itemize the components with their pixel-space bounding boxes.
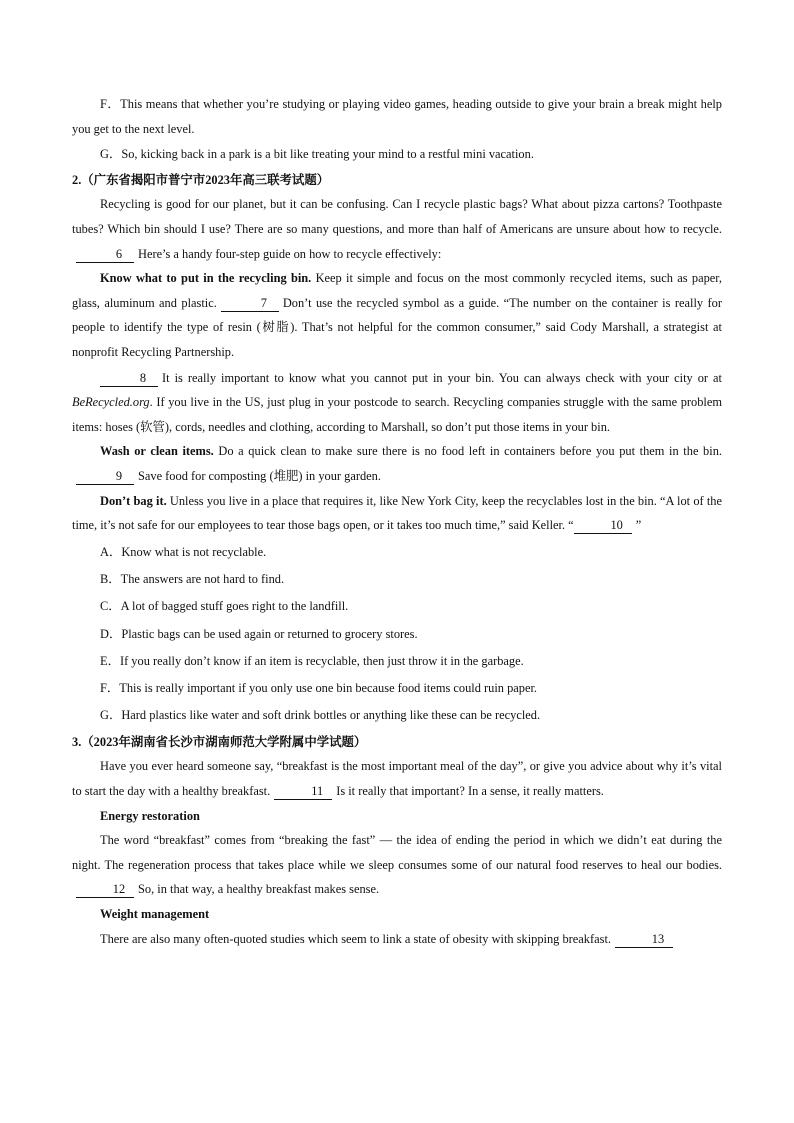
q3-p1-text-b: Is it really that important? In a sense, it really matters. xyxy=(336,783,604,798)
q3-p1-text-a: Have you ever heard someone say, “breakfast is the most important meal of the day”, or give you advice about why it’s vital to start the day with a healthy breakfast. xyxy=(72,759,722,798)
q3-paragraph-1 xyxy=(72,754,722,803)
q2-option-b: B．The answers are not hard to find. xyxy=(100,571,285,586)
document-page xyxy=(72,92,722,951)
blank-8: 8 xyxy=(100,371,158,387)
q2-paragraph-3 xyxy=(72,366,722,440)
q2-p4-text-a: Do a quick clean to make sure there is no food left in containers before you put them in the bin. xyxy=(218,444,722,459)
q3-paragraph-3 xyxy=(72,927,722,952)
blank-11: 11 xyxy=(274,784,332,800)
q3-subheading-weight: Weight management xyxy=(100,906,210,921)
q3-p2-text-b: So, in that way, a healthy breakfast makes sense. xyxy=(138,882,380,897)
q2-paragraph-5 xyxy=(72,489,722,538)
option-g-q1: G．So, kicking back in a park is a bit like treating your mind to a restful mini vacation. xyxy=(100,147,534,162)
q2-p5-text-b: ” xyxy=(635,518,642,533)
q2-p3-text-a: It is really important to know what you cannot put in your bin. You can always check with your city or at xyxy=(162,370,722,385)
blank-13: 13 xyxy=(615,932,673,948)
q2-p2-heading: Know what to put in the recycling bin. xyxy=(100,271,312,286)
q3-paragraph-2 xyxy=(72,828,722,902)
option-f-q1: F．This means that whether you’re studying or playing video games, heading outside to give your brain a break might help you get to the next level. xyxy=(72,97,722,136)
blank-12: 12 xyxy=(76,882,134,898)
q2-option-d: D．Plastic bags can be used again or returned to grocery stores. xyxy=(100,626,418,641)
q3-p2-text-a: The word “breakfast” comes from “breaking the fast” — the idea of ending the period in which we didn’t eat during the night. The regeneration process that takes place while we sleep consumes some of our natural food reserves to heal our bodies. xyxy=(72,833,722,872)
q2-p2-text-b: Don’t use the recycled symbol as a guide. “The number on the container is really for people to identify the type of resin (树脂). That’s not helpful for the common consumer,” said Cody Marshall, a strategist at nonprofit Recycling Partnership. xyxy=(72,295,723,359)
q2-paragraph-1 xyxy=(72,192,722,266)
q2-options xyxy=(72,539,722,730)
q3-subheading-energy: Energy restoration xyxy=(100,808,200,823)
q2-heading: 2.（广东省揭阳市普宁市2023年高三联考试题） xyxy=(72,172,330,187)
q2-p5-text-a: Unless you live in a place that requires it, like New York City, keep the recyclables lost in the bin. “A lot of the time, it’s not safe for our employees to tear those bags open, or it takes too much time,” said Keller. “ xyxy=(72,493,722,533)
q2-p4-heading: Wash or clean items. xyxy=(100,444,214,459)
q2-p3-website: BeRecycled.org xyxy=(72,395,150,410)
q2-p2-text-a: Keep it simple and focus on the most commonly recycled items, such as paper, glass, aluminum and plastic. xyxy=(72,271,722,310)
q2-option-e: E．If you really don’t know if an item is recyclable, then just throw it in the garbage. xyxy=(100,653,524,668)
q3-p3-text-a: There are also many often-quoted studies which seem to link a state of obesity with skipping breakfast. xyxy=(100,931,611,946)
q2-option-g: G．Hard plastics like water and soft drink bottles or anything like these can be recycled. xyxy=(100,708,541,723)
q2-p3-text-b: . If you live in the US, just plug in your postcode to search. Recycling companies struggle with the same problem items: hoses (软管), cords, needles and clothing, according to Marshall, so don’t put those items in your bin. xyxy=(72,395,722,434)
q3-heading: 3.（2023年湖南省长沙市湖南师范大学附属中学试题） xyxy=(72,734,367,749)
q2-option-a: A．Know what is not recyclable. xyxy=(100,544,267,559)
blank-7: 7 xyxy=(221,296,279,312)
blank-10: 10 xyxy=(574,518,632,534)
q2-p5-heading: Don’t bag it. xyxy=(100,493,167,508)
blank-6: 6 xyxy=(76,247,134,263)
q2-p4-text-b: Save food for composting (堆肥) in your garden. xyxy=(138,468,381,483)
q2-option-c: C．A lot of bagged stuff goes right to the landfill. xyxy=(100,599,349,614)
q2-p1-text-a: Recycling is good for our planet, but it can be confusing. Can I recycle plastic bags? What about pizza cartons? Toothpaste tubes? Which bin should I use? There are so many questions, and more than half of Americans are unsure about how to recycle. xyxy=(72,197,722,236)
blank-9: 9 xyxy=(76,469,134,485)
q2-paragraph-2 xyxy=(72,266,722,364)
q2-option-f: F．This is really important if you only use one bin because food items could ruin paper. xyxy=(100,681,538,696)
q2-paragraph-4 xyxy=(72,439,722,488)
q2-p1-text-b: Here’s a handy four-step guide on how to recycle effectively: xyxy=(138,246,442,261)
